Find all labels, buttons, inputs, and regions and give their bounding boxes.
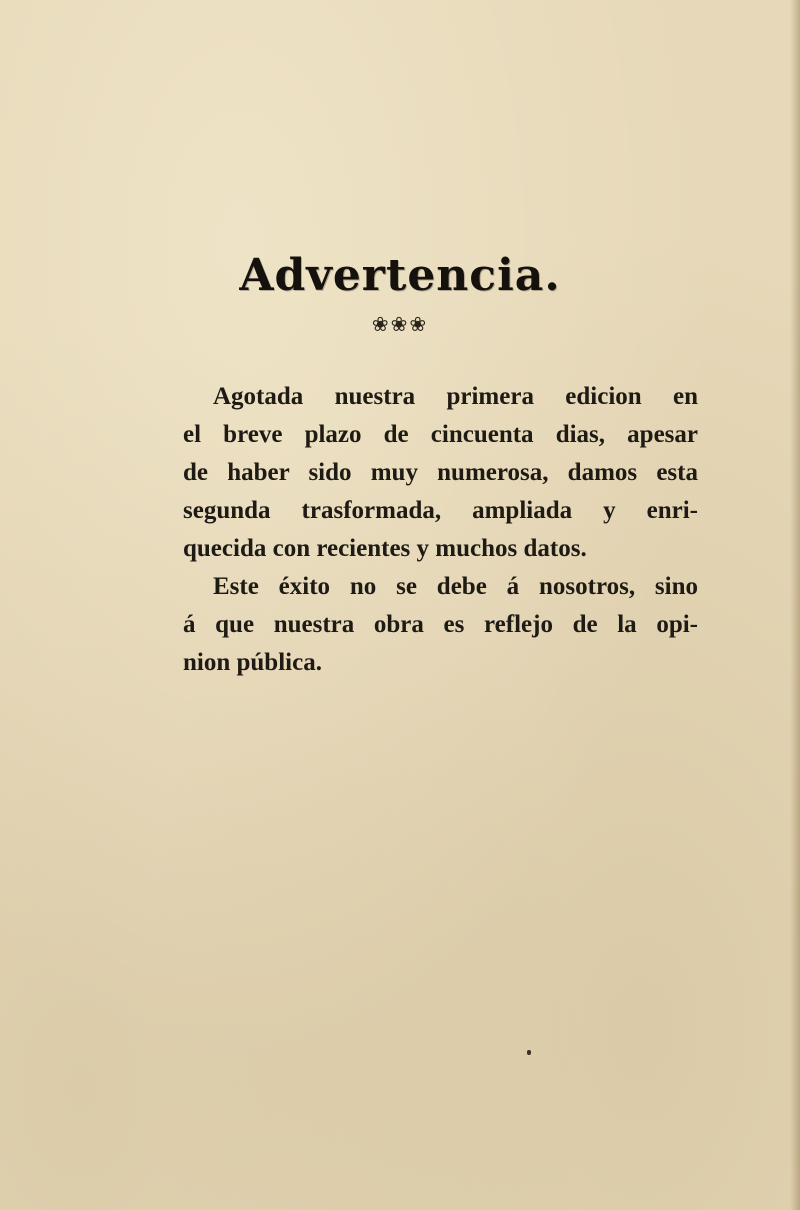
ornament-divider: ❀❀❀: [371, 312, 429, 336]
ink-speck: [527, 1050, 531, 1055]
text-line: Este éxito no se debe á nosotros, sino: [213, 573, 698, 600]
text-line: segunda trasformada, ampliada y enri-: [183, 497, 698, 524]
text-line: á que nuestra obra es reflejo de la opi-: [183, 611, 698, 638]
text-line: el breve plazo de cincuenta dias, apesar: [183, 421, 698, 448]
page-edge-shadow: [790, 0, 800, 1210]
text-line: Agotada nuestra primera edicion en: [213, 383, 698, 410]
text-line: quecida con recientes y muchos datos.: [183, 535, 587, 562]
text-line: de haber sido muy numerosa, damos esta: [183, 459, 698, 486]
body-text: [183, 378, 698, 682]
text-line: nion pública.: [183, 649, 322, 676]
page-heading: Advertencia.: [239, 250, 561, 301]
